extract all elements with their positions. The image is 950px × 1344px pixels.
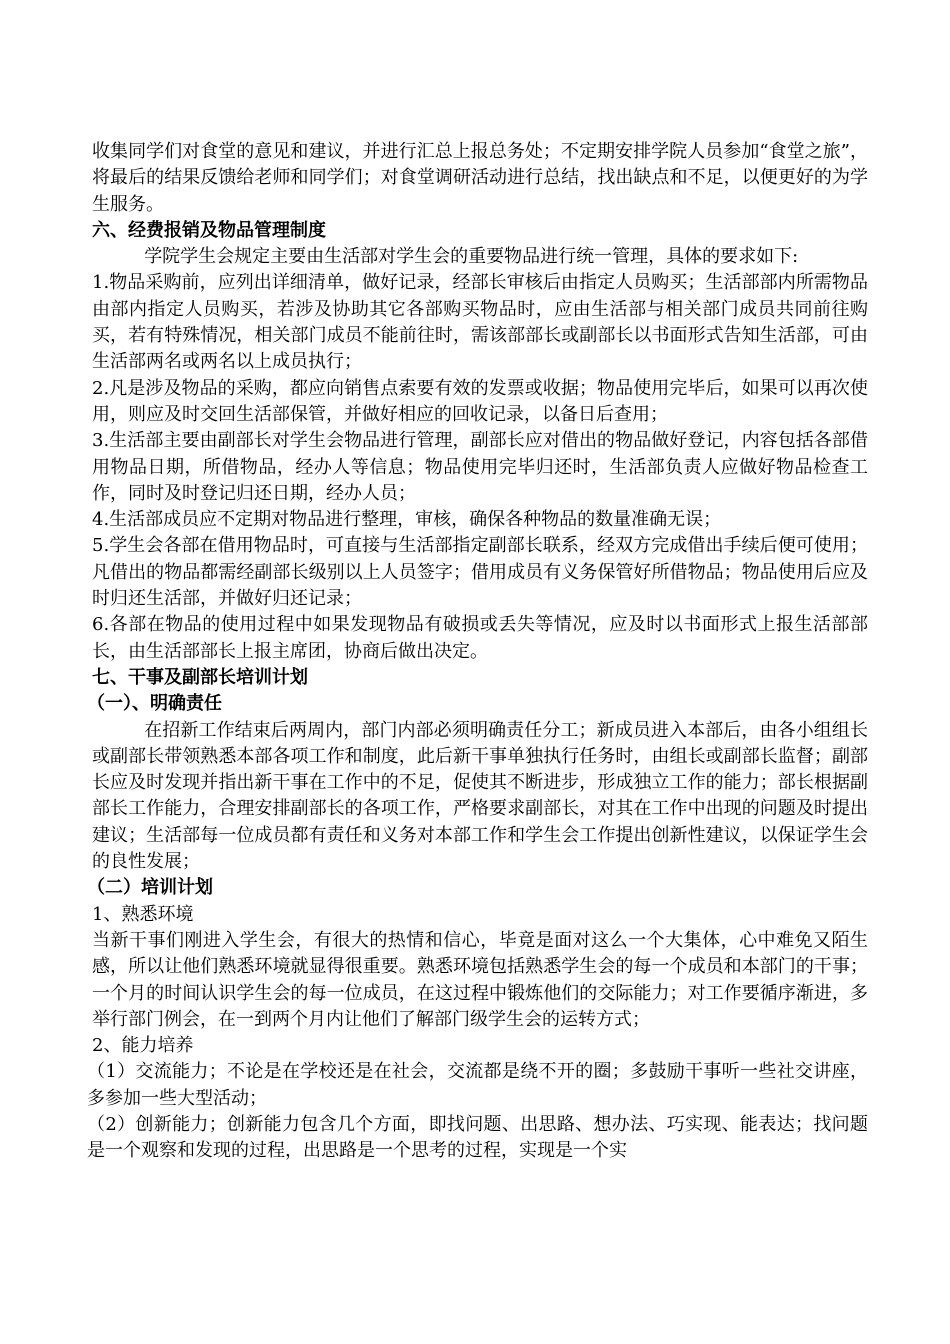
list-item-4: 4.生活部成员应不定期对物品进行整理，审核，确保各种物品的数量准确无误；: [92, 509, 722, 531]
paragraph-responsibility: 在招新工作结束后两周内，部门内部必须明确责任分工；新成员进入本部后，由各小组组长或副部长带领熟悉本部各项工作和制度，此后新干事单独执行任务时，由组长或副部长监督；副部长应及时发现并指出新干事在工作中的不足，促使其不断进步，形成独立工作的能力；部长根据副部长工作能力，合理安排副部长的各项工作，严格要求副部长，对其在工作中出现的问题及时提出建议；生活部每一位成员都有责任和义务对本部工作和学生会工作提出创新性建议，以保证学生会的良性发展；: [92, 719, 868, 873]
list-item-2: 2.凡是涉及物品的采购，都应向销售点索要有效的发票或收据；物品使用完毕后，如果可以再次使用，则应及时交回生活部保管，并做好相应的回收记录，以备日后查用；: [92, 377, 868, 425]
subheading-responsibility: （一）、明确责任: [87, 693, 222, 715]
list-item-3: 3.生活部主要由副部长对学生会物品进行管理，副部长应对借出的物品做好登记，内容包括各部借用物品日期，所借物品，经办人等信息；物品使用完毕归还时，生活部负责人应做好物品检查工作，同时及时登记归还日期，经办人员；: [92, 430, 868, 504]
paragraph-environment: 当新干事们刚进入学生会，有很大的热情和信心，毕竟是面对这么一个大集体，心中难免又陌生感，所以让他们熟悉环境就显得很重要。熟悉环境包括熟悉学生会的每一个成员和本部门的干事；一个月的时间认识学生会的每一位成员，在这过程中锻炼他们的交际能力；对工作要循序渐进，多举行部门例会，在一到两个月内让他们了解部门级学生会的运转方式；: [92, 929, 868, 1030]
list-item-1: 1.物品采购前，应列出详细清单，做好记录，经部长审核后由指定人员购买；生活部部内所需物品由部内指定人员购买，若涉及协助其它各部购买物品时，应由生活部与相关部门成员共同前往购买，若有特殊情况，相关部门成员不能前往时，需该部部长或副部长以书面形式告知生活部，可由生活部两名或两名以上成员执行；: [92, 272, 868, 373]
paragraph-communication: （1）交流能力；不论是在学校还是在社会，交流都是绕不开的圈；多鼓励干事听一些社交讲座，多参加一些大型活动；: [87, 1061, 868, 1109]
document-body: [87, 139, 868, 1165]
subheading-ability: 2、能力培养: [92, 1035, 194, 1057]
section-heading-six: 六、经费报销及物品管理制度: [92, 219, 326, 241]
subheading-environment: 1、熟悉环境: [92, 903, 194, 925]
paragraph-intro-management: 学院学生会规定主要由生活部对学生会的重要物品进行统一管理，具体的要求如下:: [144, 246, 799, 268]
section-heading-seven: 七、干事及副部长培训计划: [92, 666, 308, 688]
subheading-training-plan: （二）培训计划: [87, 877, 213, 899]
list-item-6: 6.各部在物品的使用过程中如果发现物品有破损或丢失等情况，应及时以书面形式上报生活部部长，由生活部部长上报主席团，协商后做出决定。: [92, 614, 868, 662]
list-item-5: 5.学生会各部在借用物品时，可直接与生活部指定副部长联系，经双方完成借出手续后便可使用；凡借出的物品都需经副部长级别以上人员签字；借用成员有义务保管好所借物品；物品使用后应及时归还生活部，并做好归还记录；: [92, 535, 868, 610]
paragraph-innovation: （2）创新能力；创新能力包含几个方面，即找问题、出思路、想办法、巧实现、能表达；找问题是一个观察和发现的过程，出思路是一个思考的过程，实现是一个实: [87, 1113, 868, 1162]
paragraph-canteen-feedback: 收集同学们对食堂的意见和建议，并进行汇总上报总务处；不定期安排学院人员参加“食堂之旅”，将最后的结果反馈给老师和同学们；对食堂调研活动进行总结，找出缺点和不足，以便更好的为学生服务。: [92, 141, 868, 215]
